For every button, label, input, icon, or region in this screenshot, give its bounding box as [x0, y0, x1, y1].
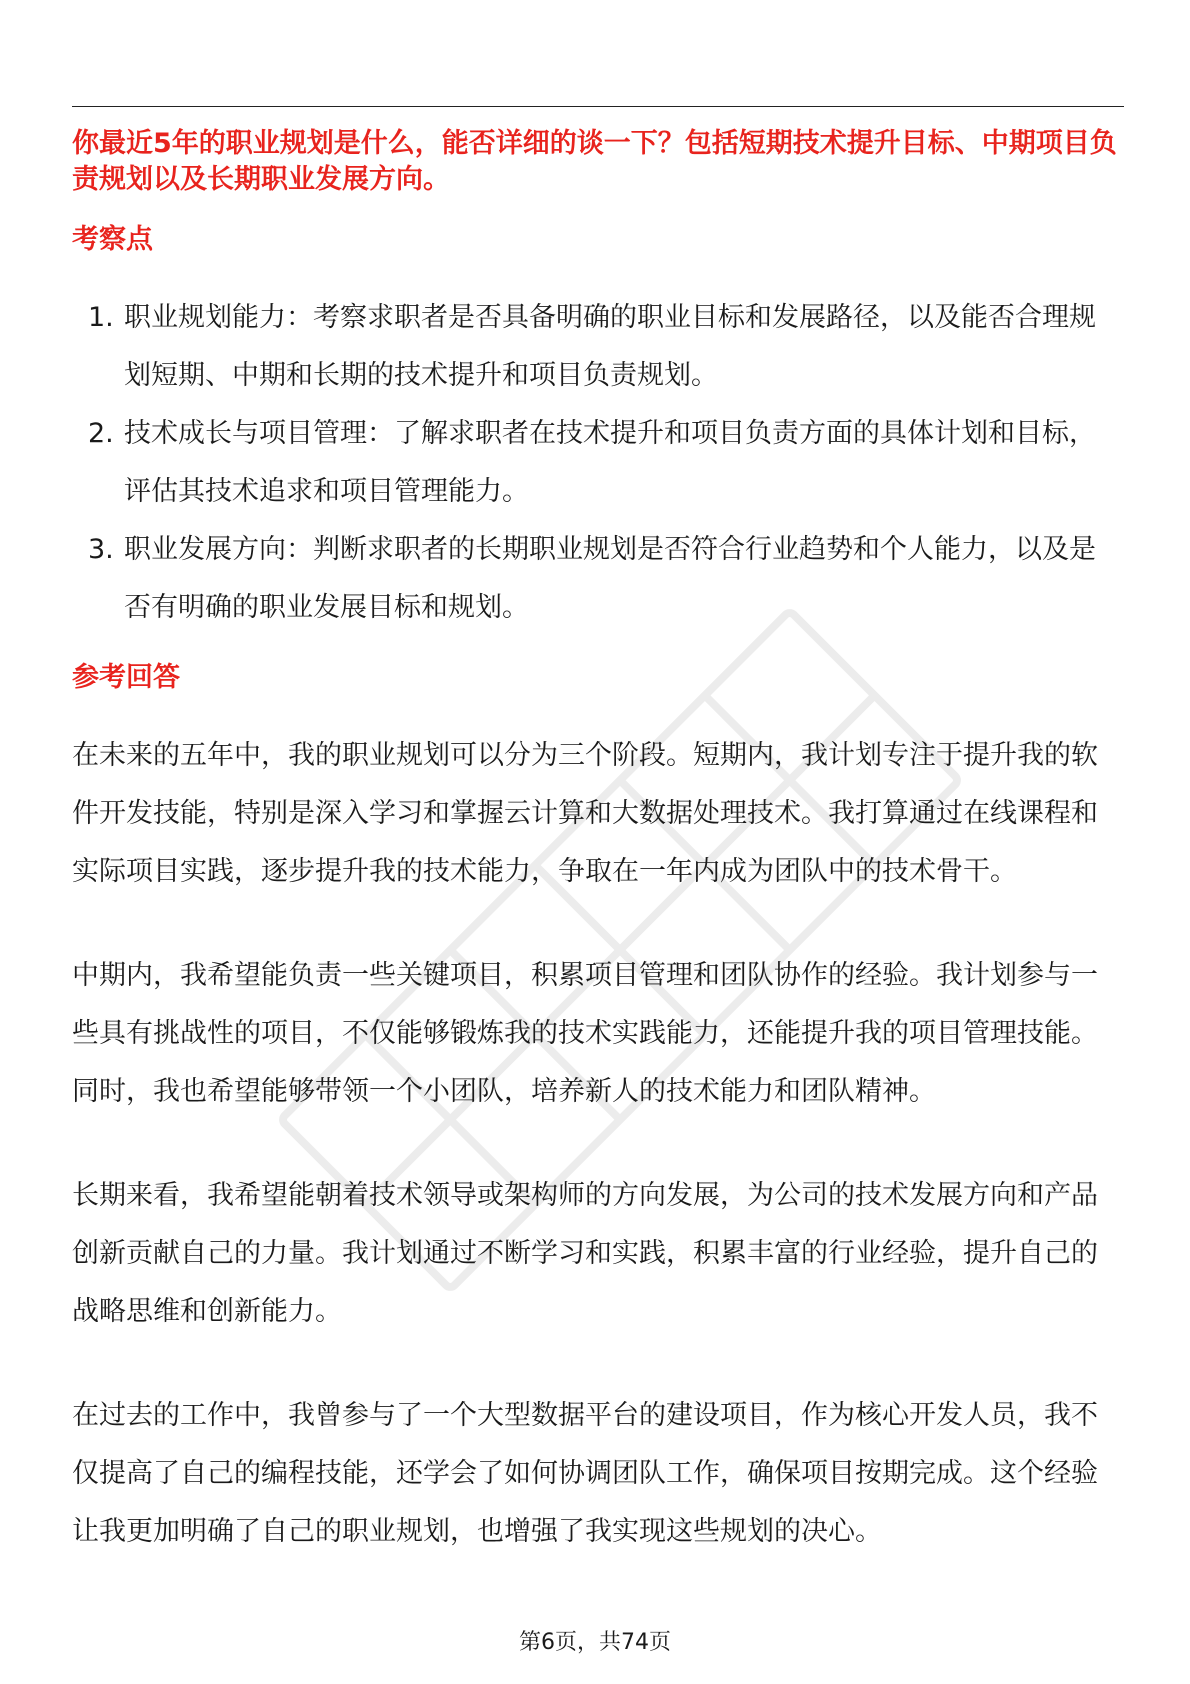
point-text: 职业发展方向：判断求职者的长期职业规划是否符合行业趋势和个人能力，以及是否有明确的职业发展目标和规划。 [124, 534, 1096, 623]
answer-paragraph: 在过去的工作中，我曾参与了一个大型数据平台的建设项目，作为核心开发人员，我不仅提高了自己的编程技能，还学会了如何协调团队工作，确保项目按期完成。这个经验让我更加明确了自己的职业规划，也增强了我实现这些规划的决心。 [72, 1400, 1098, 1547]
answer-heading: 参考回答 [72, 662, 180, 693]
answer-body [72, 727, 1124, 1607]
point-item [72, 521, 1122, 637]
point-text: 职业规划能力：考察求职者是否具备明确的职业目标和发展路径，以及能否合理规划短期、中期和长期的技术提升和项目负责规划。 [124, 302, 1096, 391]
points-list [72, 289, 1122, 637]
answer-paragraph: 在未来的五年中，我的职业规划可以分为三个阶段。短期内，我计划专注于提升我的软件开发技能，特别是深入学习和掌握云计算和大数据处理技术。我打算通过在线课程和实际项目实践，逐步提升我的技术能力，争取在一年内成为团队中的技术骨干。 [72, 740, 1098, 887]
answer-paragraph: 中期内，我希望能负责一些关键项目，积累项目管理和团队协作的经验。我计划参与一些具有挑战性的项目，不仅能够锻炼我的技术实践能力，还能提升我的项目管理技能。同时，我也希望能够带领一个小团队，培养新人的技术能力和团队精神。 [72, 960, 1098, 1107]
point-text: 技术成长与项目管理：了解求职者在技术提升和项目负责方面的具体计划和目标，评估其技术追求和项目管理能力。 [124, 418, 1096, 507]
page-number-footer: 第6页，共74页 [519, 1630, 671, 1655]
points-heading: 考察点 [72, 224, 153, 255]
point-number: 3. [88, 534, 114, 565]
point-number: 2. [88, 418, 114, 449]
question-title: 你最近5年的职业规划是什么，能否详细的谈一下？包括短期技术提升目标、中期项目负责规划以及长期职业发展方向。 [72, 128, 1117, 195]
point-item [72, 405, 1122, 521]
point-item [72, 289, 1122, 405]
answer-paragraph: 长期来看，我希望能朝着技术领导或架构师的方向发展，为公司的技术发展方向和产品创新贡献自己的力量。我计划通过不断学习和实践，积累丰富的行业经验，提升自己的战略思维和创新能力。 [72, 1180, 1098, 1327]
header-divider [72, 106, 1124, 107]
point-number: 1. [88, 302, 114, 333]
